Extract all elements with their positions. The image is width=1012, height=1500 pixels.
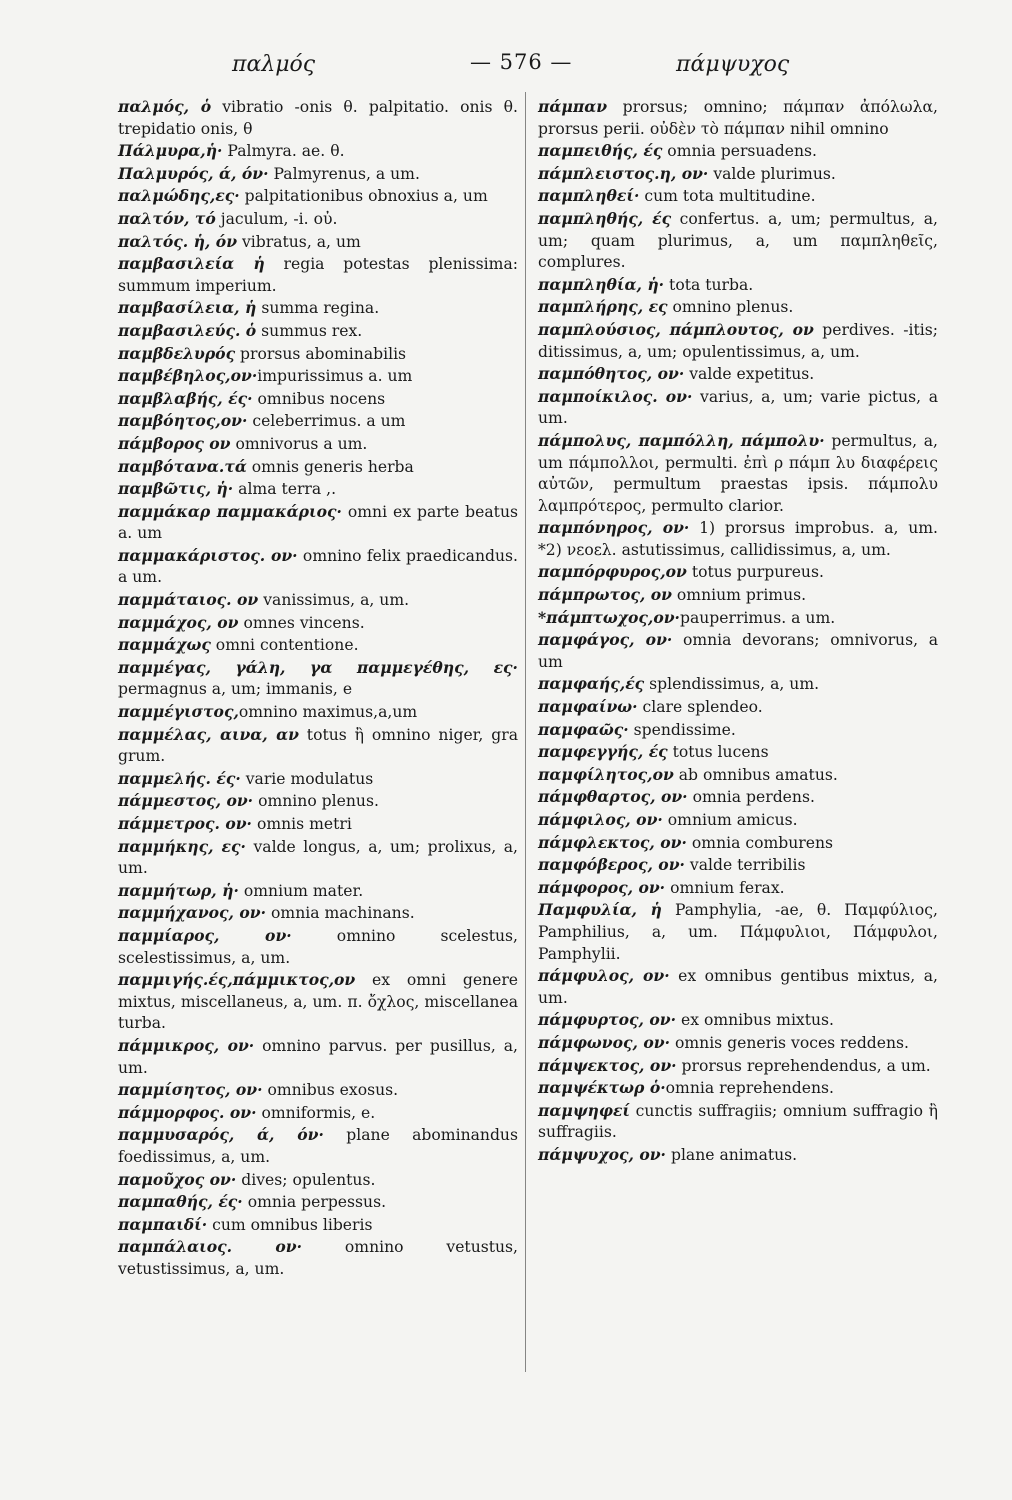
entry-headword: πάμψυχος, ον· [538,1144,666,1164]
entry-headword: παμμήτωρ, ἡ· [118,880,239,900]
entry-definition: Palmyrenus, a um. [268,164,420,183]
entry-headword: παμψέκτωρ ὁ· [538,1078,666,1098]
dictionary-entry [538,764,938,787]
entry-definition: permagnus a, um; immanis, e [118,680,353,699]
header-first-word: παλμός [232,52,316,77]
entry-headword: παλμώδης,ες· [118,186,240,206]
dictionary-entry [118,1035,518,1079]
entry-headword: παμμήκης, ες· [118,836,246,856]
entry-definition: impurissimus a. um [257,367,413,386]
entry-definition: spendissime. [628,720,736,739]
entry-definition: clare splendeo. [637,698,763,717]
entry-definition: omnibus nocens [252,389,386,408]
entry-definition: palpitationibus obnoxius a, um [239,187,488,206]
entry-definition: omnes vincens. [238,613,365,632]
entry-headword: παμβῶτις, ἡ· [118,479,234,499]
dictionary-entry [538,629,938,673]
dictionary-entry [538,832,938,855]
dictionary-entry [538,673,938,696]
entry-definition: Pamphylia, -ae, θ. Παμφύλιος, Pamphilius, a, um. Πάμφυλιοι, Πάμφυλοι, Pamphylii. [538,901,938,963]
dictionary-entry [118,1191,518,1214]
dictionary-entry [118,969,518,1035]
dictionary-entry [538,96,938,140]
entry-headword: πάμφορος, ον· [538,877,666,897]
entry-definition: omnino maximus,a,um [238,703,418,722]
entry-definition: regia potestas plenissima: summum imperium. [118,255,519,295]
entry-headword: παμπόθητος, ον· [538,364,685,384]
entry-headword: παμπληθεί· [538,186,640,206]
entry-headword: παμφάγος, ον· [538,630,673,650]
entry-headword: παμμέγας, γάλη, γα παμμεγέθης, ες· [118,657,518,677]
entry-headword: παλτόν, τό [118,208,216,228]
entry-definition: omnis generis herba [246,457,414,476]
dictionary-entry [118,925,518,969]
entry-headword: πάμπαν [538,97,608,116]
entry-definition: ex omnibus mixtus. [676,1011,834,1030]
entry-headword: πάμβορος ον [118,433,231,453]
dictionary-entry [118,231,518,254]
entry-headword: παμοῦχος ον· [118,1169,237,1189]
dictionary-entry [118,902,518,925]
entry-definition: valde longus, a, um; prolixus, a, um. [118,837,519,878]
entry-definition: omnia comburens [686,833,834,852]
dictionary-entry [538,899,938,965]
entry-definition: valde expetitus. [684,365,815,384]
entry-definition: varius, a, um; varie pictus, a um. [538,387,938,428]
entry-headword: παμμάκαρ παμμακάριος· [118,501,342,521]
entry-definition: valde plurimus. [708,164,836,183]
entry-definition: omnia reprehendens. [665,1079,834,1098]
dictionary-entry [538,208,938,274]
entry-headword: παμμέγιστος, [118,702,239,722]
entry-definition: omnium ferax. [665,878,785,897]
dictionary-entry [118,1236,518,1280]
dictionary-entry [118,253,518,297]
entry-headword: πάμπρωτος, ον [538,585,672,605]
entry-headword: πάμφυλος, ον· [538,966,670,986]
dictionary-entry [118,388,518,411]
entry-headword: παμμήχανος, ον· [118,903,267,923]
entry-definition: plane abominandus foedissimus, a, um. [118,1126,518,1166]
dictionary-entry [118,297,518,320]
entry-definition: alma terra ,. [233,480,337,499]
dictionary-entry [118,501,518,545]
entry-headword: παμμιγής.ές,πάμμικτος,ον [118,970,356,990]
dictionary-entry [118,208,518,231]
entry-definition: varie modulatus [240,769,374,788]
dictionary-entry [118,1102,518,1125]
entry-headword: παμφόβερος, ον· [538,855,685,875]
entry-headword: παμμελής. ές· [118,768,241,788]
entry-headword: παμφαίνω· [538,697,638,717]
entry-headword: παμμακάριστος. ον· [118,545,298,565]
dictionary-entry [538,140,938,163]
entry-headword: πάμφωνος, ον· [538,1032,671,1052]
entry-definition: valde terribilis [684,856,806,875]
dictionary-entry [538,430,938,517]
dictionary-entry [118,163,518,186]
dictionary-entry [538,786,938,809]
entry-definition: 1) prorsus improbus. a, um. *2) νεοελ. astutissimus, callidissimus, a, um. [538,519,938,559]
dictionary-entry [538,854,938,877]
entry-headword: παμβότανα.τά [118,456,247,476]
entry-headword: παμβασιλεία ἡ [118,254,265,274]
entry-headword: πάμπλειστος.η, ον· [538,163,709,183]
entry-headword: παμμέλας, αινα, αν [118,724,299,744]
entry-headword: παμπόνηρος, ον· [538,518,690,538]
entry-definition: omnino vetustus, vetustissimus, a, um. [118,1238,519,1278]
entry-headword: παμμάχος, ον [118,612,239,632]
dictionary-entry [538,696,938,719]
dictionary-entry [538,363,938,386]
header-last-word: πάμψυχος [676,52,790,77]
entry-headword: παμψηφεί [538,1100,630,1120]
dictionary-entry [118,545,518,589]
entry-headword: παμβλαβής, ές· [118,388,253,408]
dictionary-entry [118,320,518,343]
entry-headword: παμφαής,ές [538,674,645,694]
entry-headword: παμβόητος,ον· [118,411,248,431]
entry-headword: παμπληθία, ἡ· [538,274,665,294]
entry-definition: totus purpureus. [686,563,824,582]
entry-definition: omniformis, e. [256,1103,376,1122]
entry-definition: cum omnibus liberis [207,1215,373,1234]
dictionary-entry [538,1077,938,1100]
entry-definition: splendissimus, a, um. [644,675,820,694]
entry-definition: ex omnibus gentibus mixtus, a, um. [538,967,939,1007]
entry-definition: omni contentione. [210,636,359,655]
entry-definition: omnium primus. [671,586,807,605]
entry-headword: παμβασιλεύς. ὁ [118,320,257,340]
entry-definition: summus rex. [256,321,363,340]
entry-definition: celeberrimus. a um [247,412,406,431]
entry-definition: omnia persuadens. [662,142,817,161]
dictionary-entry [538,877,938,900]
entry-definition: totus lucens [667,743,769,762]
entry-headword: παμπάλαιος. ον· [118,1237,303,1257]
entry-definition: vanissimus, a, um. [258,591,410,610]
entry-definition: omnis generis voces reddens. [670,1033,910,1052]
entry-headword: πάμφθαρτος, ον· [538,787,688,807]
dictionary-entry [538,809,938,832]
entry-headword: παμβδελυρός [118,343,236,363]
dictionary-entry [538,319,938,363]
dictionary-entry [538,517,938,561]
entry-definition: omnino plenus. [667,298,794,317]
entry-headword: παμπόρφυρος,ον [538,562,687,582]
entry-headword: παμπειθής, ές [538,141,663,161]
entry-definition: omnium amicus. [662,811,798,829]
dictionary-entry [118,768,518,791]
entry-headword: παμφεγγής, ές [538,742,668,762]
entry-headword: παμμάταιος. ον [118,590,259,610]
entry-headword: Παμφυλία, ἡ [538,900,662,920]
dictionary-entry [538,741,938,764]
entry-definition: cum tota multitudine. [639,187,816,206]
dictionary-entry [538,1032,938,1055]
entry-definition: omnino felix praedicandus. a um. [118,546,518,587]
dictionary-entry [118,701,518,724]
entry-headword: πάμψεκτος, ον· [538,1055,677,1075]
entry-definition: omni ex parte beatus a. um [118,502,518,543]
entry-definition: prorsus; omnino; πάμπαν ἀπόλωλα, prorsus perii. οὐδὲν τὸ πάμπαν nihil omnino [538,98,938,138]
dictionary-entry [118,410,518,433]
entry-headword: πάμμετρος. ον· [118,814,252,833]
dictionary-entry [538,1144,938,1167]
entry-headword: πάμφιλος, ον· [538,810,663,829]
dictionary-entry [118,365,518,388]
dictionary-entry [538,561,938,584]
entry-definition: prorsus abominabilis [235,344,407,363]
entry-headword: πάμφυρτος, ον· [538,1010,677,1030]
entry-definition: tota turba. [664,275,754,294]
dictionary-entry [118,589,518,612]
dictionary-entry [118,836,518,880]
page-number: — 576 — [470,50,573,74]
entry-definition: omnivorus a um. [230,434,368,453]
entry-headword: παμμάχως [118,635,211,655]
dictionary-entry [538,1100,938,1144]
entry-definition: prorsus reprehendendus, a um. [676,1056,931,1075]
entry-headword: παμφίλητος,ον [538,764,674,784]
dictionary-entry [538,163,938,186]
entry-definition: omnis metri [252,815,352,833]
entry-headword: *πάμπτωχος,ον· [538,607,680,627]
entry-definition: ab omnibus amatus. [673,765,838,784]
entry-headword: πάμφλεκτος, ον· [538,832,687,852]
entry-definition: ex omni genere mixtus, miscellaneus, a, um. π. ὄχλος, miscellanea turba. [118,971,518,1033]
dictionary-entry [538,719,938,742]
dictionary-entry [118,880,518,903]
dictionary-entry [538,296,938,319]
dictionary-entry [118,1124,518,1168]
right-column [538,96,938,1167]
dictionary-entry [118,790,518,813]
entry-headword: παμμίσητος, ον· [118,1080,263,1100]
entry-headword: παμβέβηλος,ον· [118,366,258,386]
dictionary-entry [118,1079,518,1102]
column-divider [525,92,526,1372]
entry-definition: dives; opulentus. [236,1170,376,1189]
entry-definition: omnia devorans; omnivorus, a um [538,631,938,671]
entry-definition: plane animatus. [666,1145,798,1164]
entry-definition: omnia machinans. [266,904,415,923]
entry-definition: vibratio -onis θ. palpitatio. onis θ. trepidatio onis, θ [118,98,518,138]
dictionary-entry [538,965,938,1009]
entry-headword: παμπλούσιος, πάμπλουτος, ον [538,319,814,339]
entry-headword: παμπληθής, ές [538,208,672,228]
entry-headword: παμμίαρος, ον· [118,925,292,945]
dictionary-entry [118,140,518,163]
dictionary-entry [538,584,938,607]
entry-definition: pauperrimus. a um. [679,608,836,627]
entry-headword: Παλμυρός, ά, όν· [118,163,269,183]
entry-definition: summa regina. [256,299,380,318]
entry-headword: παμφαῶς· [538,719,629,739]
dictionary-entry [538,185,938,208]
entry-headword: παλμός, ὁ [118,97,212,116]
dictionary-entry [118,96,518,140]
entry-headword: παλτός. ἡ, όν [118,231,238,251]
entry-headword: πάμμορφος. ον· [118,1102,257,1122]
dictionary-entry [538,1055,938,1078]
entry-headword: πάμπολυς, παμπόλλη, πάμπολυ· [538,430,825,450]
entry-definition: omnino plenus. [253,792,379,811]
entry-headword: πάμμικρος, ον· [118,1035,255,1055]
entry-headword: παμπλήρης, ες [538,297,668,317]
dictionary-entry [538,274,938,297]
left-column [118,96,518,1280]
entry-definition: omnia perpessus. [242,1193,387,1212]
entry-definition: jaculum, -i. oὐ. [215,209,338,228]
dictionary-entry [118,343,518,366]
entry-headword: παμπαθής, ές· [118,1192,243,1212]
entry-definition: cunctis suffragiis; omnium suffragio ἢ suffragiis. [538,1101,938,1142]
entry-headword: παμβασίλεια, ἡ [118,298,257,318]
entry-definition: permultus, a, um πάμπολλοι, permulti. ἐπὶ ρ πάμπ λυ διαφέρεις αὐτῶν, permultum praestas ipsis. πάμπολυ λαμπρότερος, permulto clarior. [538,431,939,515]
entry-definition: omnium mater. [238,881,364,900]
dictionary-entry [118,1169,518,1192]
entry-definition: perdives. -itis; ditissimus, a, um; opulentissimus, a, um. [538,320,938,361]
entry-definition: Palmyra. ae. θ. [222,142,345,161]
dictionary-entry [118,456,518,479]
entry-definition: vibratus, a, um [237,232,361,251]
entry-definition: confertus. a, um; permultus, a, um; quam plurimus, a, um παμπληθεῖς, complures. [538,209,939,272]
entry-headword: παμποίκιλος. ον· [538,386,693,406]
dictionary-entry [118,478,518,501]
dictionary-entry [538,607,938,630]
dictionary-entry [118,724,518,768]
entry-headword: παμπαιδί· [118,1214,208,1234]
entry-headword: πάμμεστος, ον· [118,791,254,811]
entry-definition: omnino scelestus, scelestissimus, a, um. [118,926,518,967]
dictionary-entry [118,185,518,208]
dictionary-entry [118,612,518,635]
entry-headword: Πάλμυρα,ἡ· [118,141,223,161]
dictionary-entry [118,813,518,836]
dictionary-entry [118,433,518,456]
dictionary-entry [118,657,518,701]
entry-definition: totus ἢ omnino niger, gra grum. [118,725,518,766]
entry-definition: omnia perdens. [687,788,815,807]
running-head [0,46,1012,86]
entry-definition: omnibus exosus. [262,1081,399,1100]
dictionary-entry [538,386,938,430]
entry-headword: παμμυσαρός, ά, όν· [118,1125,324,1145]
entry-definition: omnino parvus. per pusillus, a, um. [118,1036,518,1077]
dictionary-entry [538,1009,938,1032]
dictionary-entry [118,634,518,657]
dictionary-entry [118,1214,518,1237]
